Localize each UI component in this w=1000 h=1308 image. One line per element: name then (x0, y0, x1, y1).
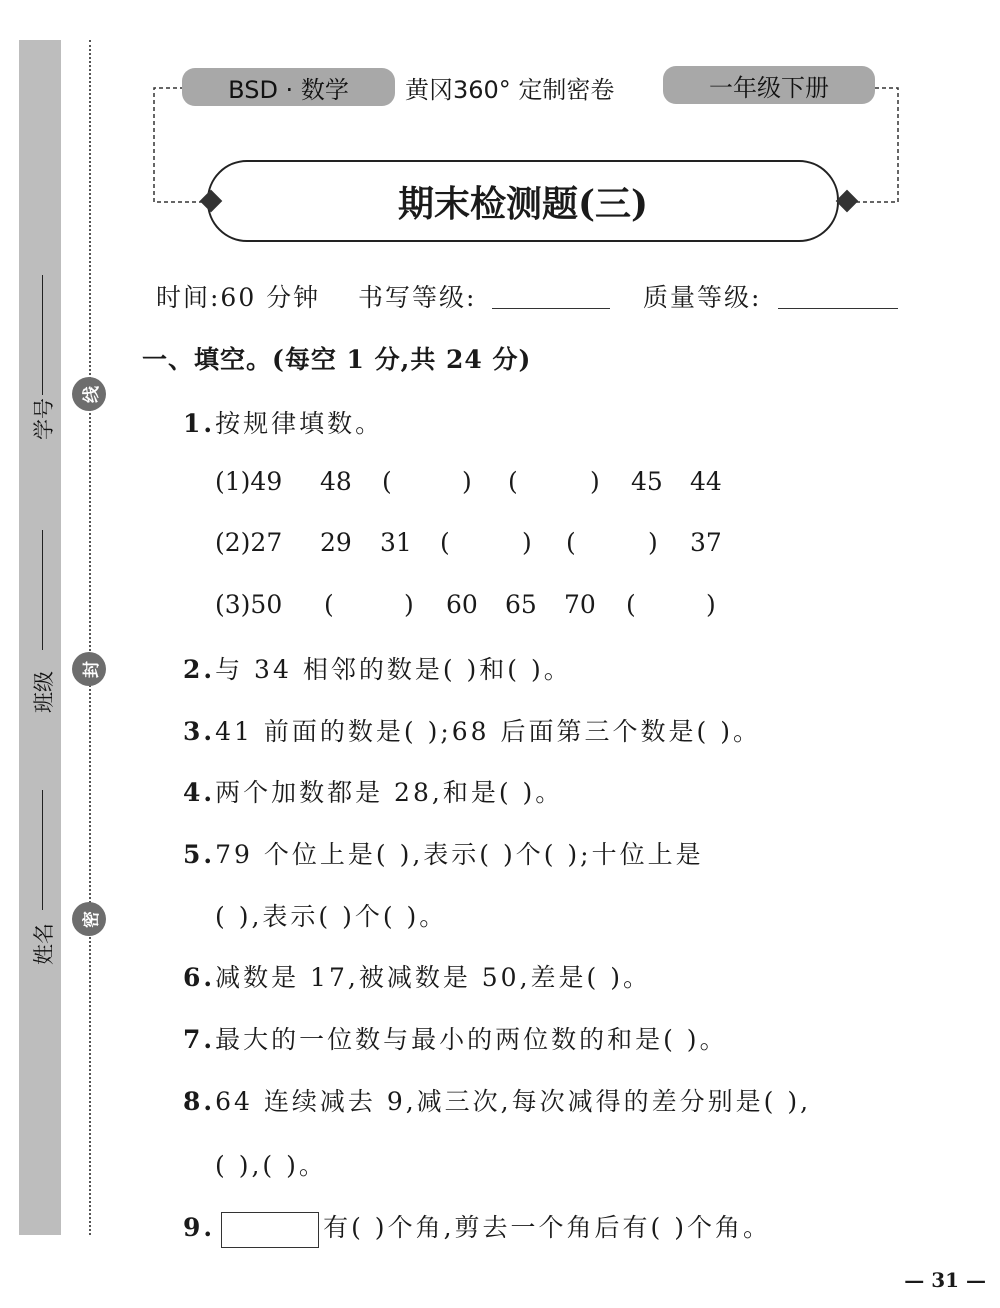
seq-item: 70 (564, 590, 596, 619)
seq-paren: ) (648, 528, 658, 557)
question-5-cont: ( ),表示( )个( )。 (215, 902, 448, 931)
name-label: 姓名 (32, 923, 56, 965)
question-text: 按规律填数。 (215, 409, 384, 438)
seq-paren: ) (706, 590, 716, 619)
seq-item: (1)49 (215, 467, 283, 496)
series-title: 黄冈360° 定制密卷 (405, 76, 615, 104)
writing-grade-blank[interactable] (492, 308, 610, 309)
question-9 (183, 1208, 771, 1248)
section-heading: 一、填空。(每空 1 分,共 24 分) (142, 345, 532, 374)
time-info: 时间:60 分钟 (156, 283, 321, 312)
seq-paren: ) (590, 467, 600, 496)
question-text: 64 连续减去 9,减三次,每次减得的差分别是( ), (215, 1087, 812, 1116)
seq-item: 60 (446, 590, 478, 619)
question-5 (183, 835, 704, 871)
question-text: 79 个位上是( ),表示( )个( );十位上是 (215, 840, 704, 869)
question-7 (183, 1020, 728, 1056)
seq-paren: ( (626, 590, 636, 619)
class-label: 班级 (32, 671, 56, 713)
student-id-label: 学号 (32, 398, 56, 440)
page-number: — 31 — (904, 1268, 986, 1292)
name-line (42, 790, 43, 910)
question-text: 41 前面的数是( );68 后面第三个数是( )。 (215, 717, 761, 746)
question-text: 两个加数都是 28,和是( )。 (215, 778, 564, 807)
seal-circle-secret: 密 (72, 902, 106, 936)
question-4 (183, 773, 563, 809)
question-8 (183, 1082, 811, 1118)
quality-grade-label: 质量等级: (643, 283, 762, 312)
seq-item: 29 (320, 528, 352, 557)
writing-grade-label: 书写等级: (358, 283, 477, 312)
seq-item: 37 (690, 528, 722, 557)
question-number: 4. (183, 778, 216, 807)
seal-circle-line: 线 (72, 377, 106, 411)
seq-item: 45 (631, 467, 663, 496)
binding-strip (19, 40, 61, 1235)
quality-grade-blank[interactable] (778, 308, 898, 309)
seq-item: (2)27 (215, 528, 283, 557)
question-number: 9. (183, 1213, 216, 1242)
question-number: 2. (183, 655, 216, 684)
seq-item: 44 (690, 467, 722, 496)
seq-paren: ( (508, 467, 518, 496)
exam-title-box (207, 160, 839, 242)
question-1 (183, 404, 383, 440)
seal-circle-seal: 封 (72, 652, 106, 686)
question-6 (183, 958, 651, 994)
student-id-line (42, 275, 43, 395)
seq-item: (3)50 (215, 590, 283, 619)
grade-pill: 一年级下册 (663, 66, 875, 104)
question-number: 3. (183, 717, 216, 746)
question-number: 6. (183, 963, 216, 992)
question-3 (183, 712, 761, 748)
seq-paren: ) (522, 528, 532, 557)
seq-paren: ( (382, 467, 392, 496)
subject-pill: BSD · 数学 (182, 68, 395, 106)
seq-paren: ) (404, 590, 414, 619)
question-number: 7. (183, 1025, 216, 1054)
seq-paren: ( (440, 528, 450, 557)
seq-item: 31 (380, 528, 412, 557)
question-text: 与 34 相邻的数是( )和( )。 (215, 655, 572, 684)
question-text: 最大的一位数与最小的两位数的和是( )。 (215, 1025, 728, 1054)
seq-paren: ( (566, 528, 576, 557)
question-8-cont: ( ),( )。 (215, 1151, 327, 1180)
rectangle-figure (221, 1212, 319, 1248)
question-number: 5. (183, 840, 216, 869)
seq-item: 48 (320, 467, 352, 496)
question-number: 8. (183, 1087, 216, 1116)
seq-paren: ) (462, 467, 472, 496)
question-2 (183, 650, 572, 686)
cut-line (89, 40, 91, 1235)
seq-paren: ( (324, 590, 334, 619)
class-line (42, 530, 43, 650)
question-number: 1. (183, 409, 216, 438)
exam-title: 期末检测题(三) (397, 182, 649, 225)
question-text: 减数是 17,被减数是 50,差是( )。 (215, 963, 651, 992)
question-text: 有( )个角,剪去一个角后有( )个角。 (323, 1213, 771, 1242)
seq-item: 65 (505, 590, 537, 619)
